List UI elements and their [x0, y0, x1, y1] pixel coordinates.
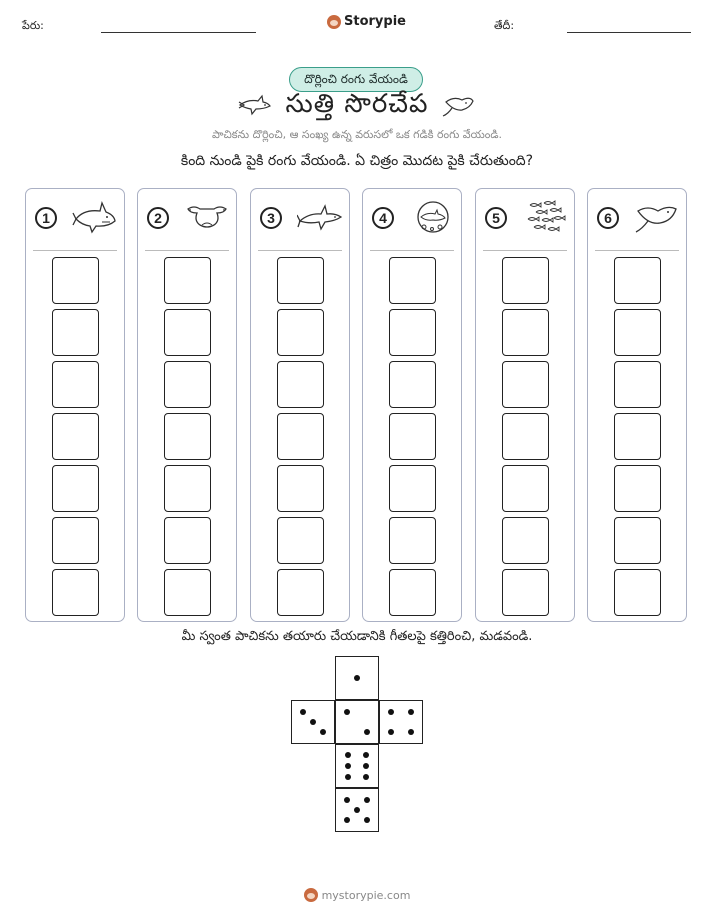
- shark-icon: [72, 199, 118, 235]
- color-box[interactable]: [277, 309, 324, 356]
- fish-school-icon: [522, 199, 568, 235]
- dice-face-1: [335, 656, 379, 700]
- column-5: [475, 188, 575, 622]
- dice-face-3: [291, 700, 335, 744]
- column-divider: [258, 250, 342, 251]
- color-box[interactable]: [164, 309, 211, 356]
- name-line: [101, 32, 256, 33]
- color-box[interactable]: [614, 309, 661, 356]
- color-box[interactable]: [52, 361, 99, 408]
- dice-face-5: [335, 788, 379, 832]
- column-number: 2: [147, 207, 169, 229]
- subtitle: పాచికను దొర్లించి, ఆ సంఖ్య ఉన్న వరుసలో ఒక గడికి రంగు వేయండి.: [212, 128, 502, 141]
- dice-face-6: [335, 744, 379, 788]
- column-divider: [483, 250, 567, 251]
- color-box[interactable]: [277, 569, 324, 616]
- color-box[interactable]: [614, 257, 661, 304]
- color-box[interactable]: [389, 257, 436, 304]
- color-box[interactable]: [502, 465, 549, 512]
- column-4: [362, 188, 462, 622]
- instruction: కింది నుండి పైకి రంగు వేయండి. ఏ చిత్రం మొదట పైకి చేరుతుంది?: [180, 153, 534, 169]
- color-box[interactable]: [277, 361, 324, 408]
- column-number: 4: [372, 207, 394, 229]
- color-box[interactable]: [164, 361, 211, 408]
- color-box[interactable]: [389, 361, 436, 408]
- fish-bowl-icon: [409, 199, 455, 235]
- color-box[interactable]: [52, 309, 99, 356]
- column-divider: [145, 250, 229, 251]
- color-box[interactable]: [502, 569, 549, 616]
- activity-pill: దొర్లించి రంగు వేయండి: [289, 67, 423, 92]
- color-box[interactable]: [164, 465, 211, 512]
- column-divider: [370, 250, 454, 251]
- column-number: 3: [260, 207, 282, 229]
- color-box[interactable]: [164, 257, 211, 304]
- column-number: 1: [35, 207, 57, 229]
- bear-logo-icon: [327, 15, 341, 29]
- color-box[interactable]: [502, 257, 549, 304]
- color-box[interactable]: [614, 361, 661, 408]
- page-title: సుత్తి సొరచేప: [285, 89, 429, 119]
- column-1: [25, 188, 125, 622]
- color-box[interactable]: [614, 465, 661, 512]
- color-box[interactable]: [52, 569, 99, 616]
- column-number: 6: [597, 207, 619, 229]
- color-box[interactable]: [52, 413, 99, 460]
- column-2: [137, 188, 237, 622]
- date-line: [567, 32, 691, 33]
- color-box[interactable]: [502, 413, 549, 460]
- column-6: [587, 188, 687, 622]
- brand-name: Storypie: [344, 14, 406, 29]
- bear-logo-icon: [304, 888, 318, 902]
- color-box[interactable]: [389, 413, 436, 460]
- color-box[interactable]: [389, 517, 436, 564]
- color-box[interactable]: [502, 361, 549, 408]
- color-box[interactable]: [52, 465, 99, 512]
- dice-face-4: [379, 700, 423, 744]
- color-box[interactable]: [164, 517, 211, 564]
- color-box[interactable]: [164, 413, 211, 460]
- color-box[interactable]: [389, 465, 436, 512]
- hammerhead-icon: [184, 199, 230, 235]
- color-box[interactable]: [277, 413, 324, 460]
- stingray-title-icon: [442, 92, 476, 118]
- column-divider: [595, 250, 679, 251]
- cut-instruction: మీ స్వంత పాచికను తయారు చేయడానికి గీతలపై కత్తిరించి, మడవండి.: [181, 629, 533, 644]
- color-box[interactable]: [277, 257, 324, 304]
- color-box[interactable]: [389, 309, 436, 356]
- color-box[interactable]: [502, 309, 549, 356]
- footer-url[interactable]: mystorypie.com: [321, 888, 411, 902]
- column-divider: [33, 250, 117, 251]
- swimming-shark-icon: [297, 199, 343, 235]
- brand-logo: [327, 14, 406, 29]
- color-box[interactable]: [389, 569, 436, 616]
- column-3: [250, 188, 350, 622]
- color-box[interactable]: [277, 517, 324, 564]
- color-box[interactable]: [614, 569, 661, 616]
- color-box[interactable]: [614, 517, 661, 564]
- stingray-icon: [634, 199, 680, 235]
- column-number: 5: [485, 207, 507, 229]
- color-box[interactable]: [164, 569, 211, 616]
- dice-face-2: [335, 700, 379, 744]
- date-label: తేదీ:: [494, 19, 515, 32]
- footer: [0, 888, 714, 902]
- color-box[interactable]: [277, 465, 324, 512]
- color-box[interactable]: [52, 517, 99, 564]
- color-box[interactable]: [502, 517, 549, 564]
- color-box[interactable]: [614, 413, 661, 460]
- name-label: పేరు:: [22, 19, 44, 32]
- color-box[interactable]: [52, 257, 99, 304]
